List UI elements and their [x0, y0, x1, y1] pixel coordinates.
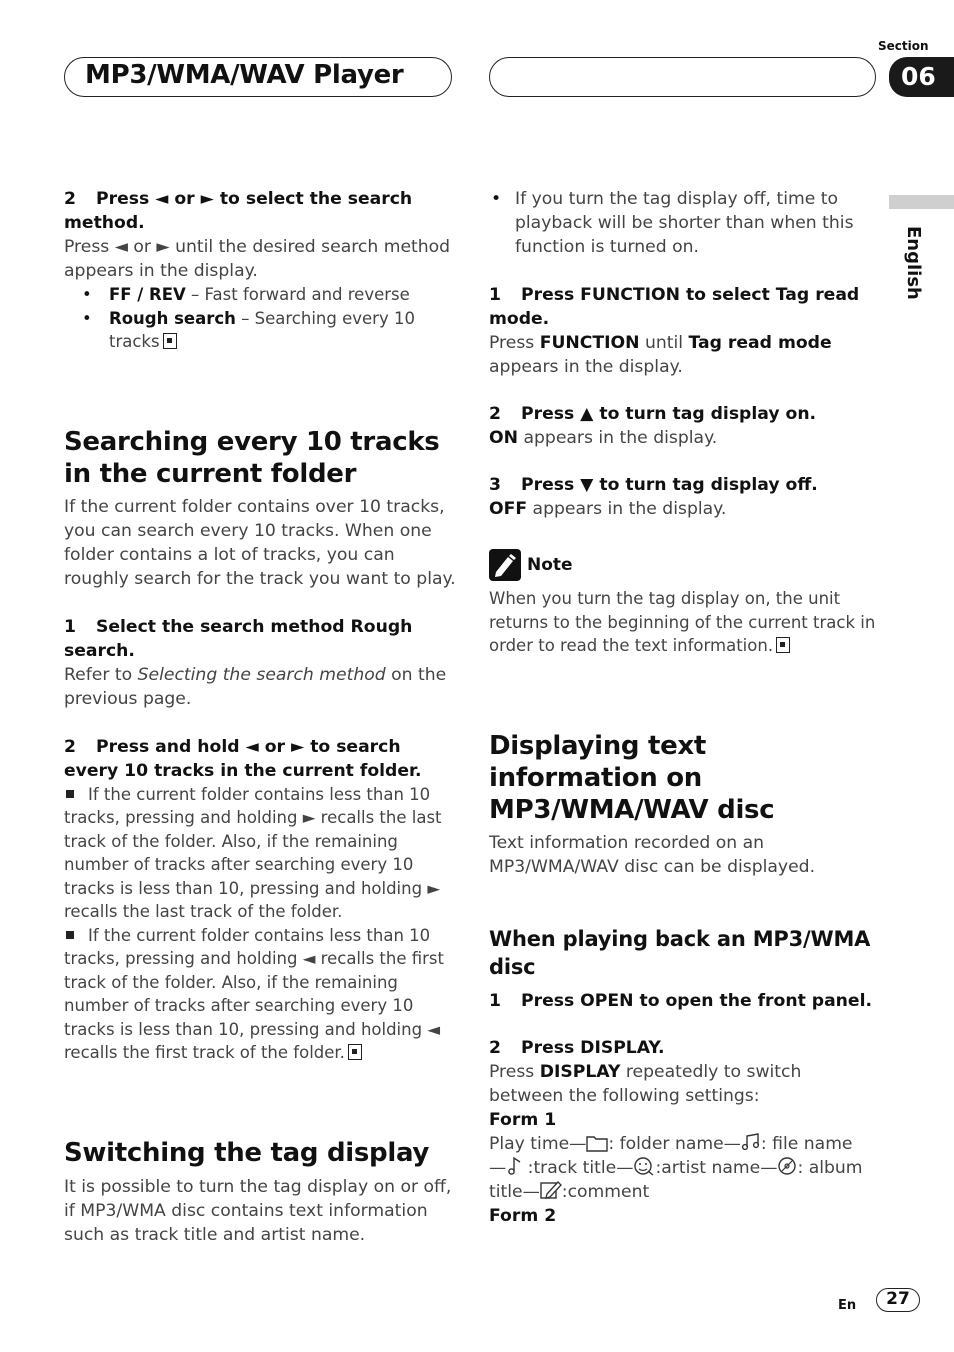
comment-icon [540, 1180, 562, 1200]
step-note [64, 924, 456, 1065]
text-bold: Tag read mode [688, 333, 832, 353]
text-run: :comment [561, 1181, 650, 1202]
step-number: 2 [489, 1037, 501, 1058]
step-text: Select the search method Rough search. [64, 616, 413, 661]
paragraph: Text information recorded on an MP3/WMA/WAV disc can be displayed. [489, 832, 816, 877]
text-run: :artist name— [655, 1157, 778, 1178]
step-text: Press FUNCTION to select Tag read mode. [489, 285, 860, 329]
text-run: : file name [760, 1133, 853, 1154]
note-text: When you turn the tag display on, the unit returns to the beginning of the current track in order to read the text information. [489, 589, 876, 655]
artist-icon [633, 1156, 655, 1176]
language-tab-bar [889, 195, 954, 209]
step-heading [64, 735, 456, 783]
paragraph: If the current folder contains over 10 tracks, you can search every 10 tracks. When one folder contains a lot of tracks, you can roughly search for the track you want to play. [64, 496, 456, 589]
folder-icon [586, 1134, 608, 1152]
text-run: Refer to [64, 664, 138, 685]
section-label: Section [878, 39, 929, 53]
language-tab: English [903, 226, 924, 300]
music-note-icon [506, 1156, 522, 1176]
note-text: If the current folder contains less than 10 tracks, pressing and holding ◄ recalls the first track of the folder. Also, if the remaining number of tracks after searching every 10 tracks is less than 10, pressing and holding ◄ recalls the first track of the folder. [64, 925, 444, 1062]
subsection-heading: When playing back an MP3/WMA disc [489, 926, 871, 979]
step-text: Press ▲ to turn tag display on. [521, 404, 817, 424]
end-mark-icon [348, 1044, 362, 1060]
step-body [489, 426, 881, 450]
text-run: — [489, 1157, 507, 1178]
step-text: Press OPEN to open the front panel. [521, 990, 872, 1011]
step-heading [489, 989, 881, 1013]
list-item: • If you turn the tag display off, time to playback will be shorter than when this function is turned on. [489, 187, 881, 259]
list-item-text: – Searching every 10 tracks [109, 308, 415, 351]
info-list [489, 187, 881, 259]
step-heading [489, 402, 881, 426]
form-label: Form 1 [489, 1109, 557, 1130]
note-header [489, 549, 881, 581]
list-item-text: – Fast forward and reverse [185, 285, 410, 304]
note-label: Note [527, 555, 573, 575]
footer-language: En [838, 1298, 857, 1313]
end-mark-icon [776, 637, 790, 653]
step-body [64, 663, 456, 711]
step-number: 2 [64, 736, 76, 757]
step-text: Press DISPLAY. [521, 1037, 665, 1058]
step-text: Press and hold ◄ or ► to search every 10 tracks in the current folder. [64, 736, 422, 781]
paragraph: It is possible to turn the tag display on or off, if MP3/WMA disc contains text information such as track title and artist name. [64, 1176, 452, 1245]
text-run: : folder name— [608, 1133, 741, 1154]
music-file-icon [741, 1132, 761, 1152]
right-column [489, 187, 881, 1228]
step-body [489, 497, 881, 521]
step-body: Press ◄ or ► until the desired search method appears in the display. [64, 237, 451, 281]
step-text: Press ▼ to turn tag display off. [521, 475, 818, 495]
text-bold: ON [489, 428, 518, 448]
list-item-term: Rough search [109, 308, 236, 328]
form-label: Form 2 [489, 1205, 557, 1226]
text-run: appears in the display. [527, 499, 727, 519]
chapter-title-frame [64, 57, 452, 97]
text-bold: OFF [489, 499, 528, 519]
page-number: 27 [876, 1288, 920, 1312]
album-disc-icon [777, 1156, 797, 1176]
text-run: until [639, 333, 689, 353]
section-heading: Displaying text information on MP3/WMA/WAV disc [489, 730, 775, 825]
step-number: 3 [489, 475, 501, 495]
step-note [64, 783, 456, 924]
text-run: on the previous page. [64, 664, 447, 709]
step-heading [489, 473, 881, 497]
section-number-badge: 06 [889, 57, 954, 97]
step-heading [64, 187, 456, 235]
pencil-note-icon [489, 549, 521, 581]
text-run: appears in the display. [489, 357, 683, 377]
note-body [489, 587, 881, 658]
step-number: 1 [489, 990, 501, 1011]
step-number: 2 [489, 404, 501, 424]
text-bold: FUNCTION [539, 333, 640, 353]
list-item [64, 283, 456, 307]
step-body [489, 331, 881, 379]
text-run: Press [489, 333, 540, 353]
step-number: 1 [489, 285, 501, 305]
step-text: Press ◄ or ► to select the search method. [64, 189, 413, 233]
text-italic: Selecting the search method [137, 664, 386, 685]
step-heading [64, 615, 456, 663]
step-heading [489, 1036, 881, 1060]
step-heading [489, 283, 881, 331]
square-bullet-icon [66, 790, 74, 798]
method-list [64, 283, 456, 354]
text-run: repeatedly to switch between the following settings: [489, 1061, 802, 1106]
step-body [489, 1060, 881, 1108]
list-item-term: FF / REV [109, 285, 186, 304]
text-run: Press [489, 1061, 540, 1082]
end-mark-icon [163, 333, 177, 349]
note-text: If the current folder contains less than 10 tracks, pressing and holding ► recalls the last track of the folder. Also, if the remaining number of tracks after searching every 10 tracks is less than 10, pressing and holding ► recalls the last track of the folder. [64, 784, 442, 921]
section-heading: Switching the tag display [64, 1137, 430, 1168]
step-number: 1 [64, 616, 76, 637]
text-run: :track title— [522, 1157, 634, 1178]
text-run: : album title— [489, 1157, 863, 1202]
left-column [64, 187, 456, 1247]
list-item [64, 307, 456, 354]
header-blank-frame [489, 57, 876, 97]
step-number: 2 [64, 189, 76, 209]
text-run: appears in the display. [518, 428, 718, 448]
text-bold: DISPLAY [539, 1061, 621, 1082]
square-bullet-icon [66, 931, 74, 939]
section-heading: Searching every 10 tracks in the current folder [64, 426, 440, 489]
chapter-title: MP3/WMA/WAV Player [85, 60, 404, 90]
text-run: Play time— [489, 1133, 587, 1154]
form-sequence [489, 1132, 881, 1204]
